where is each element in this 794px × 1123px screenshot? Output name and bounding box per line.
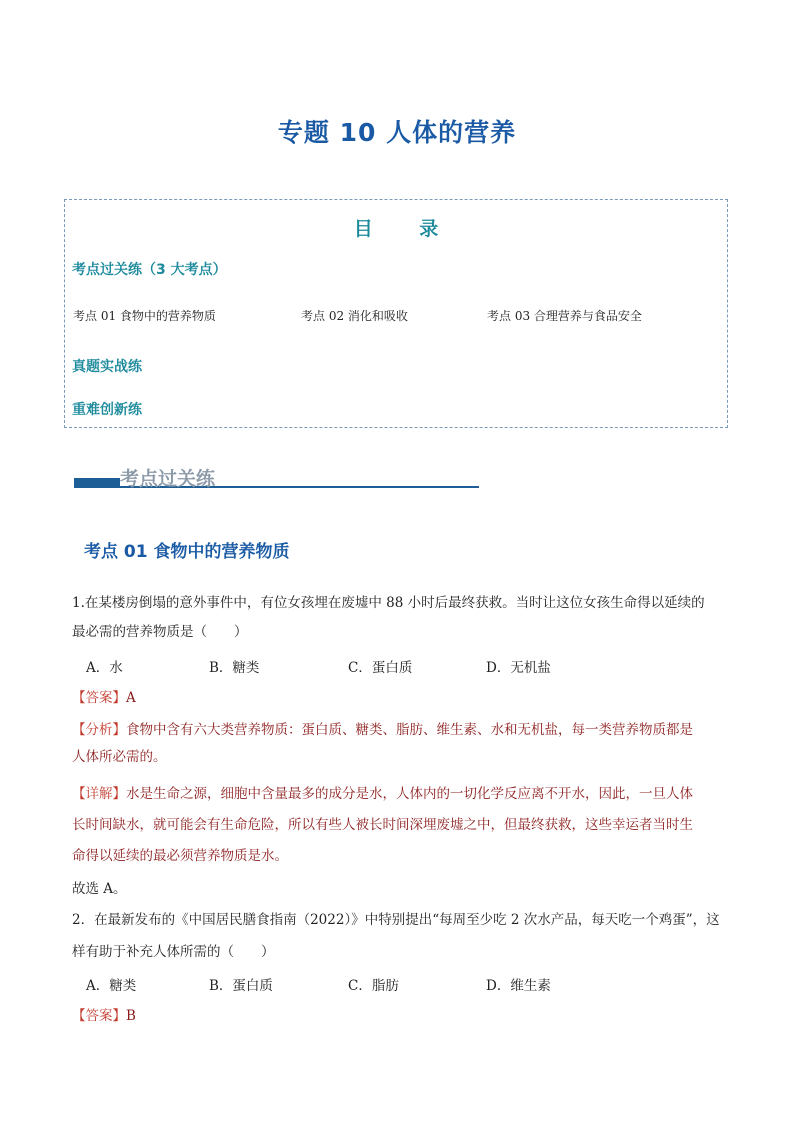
q1-answer — [72, 686, 726, 710]
toc-section-zhenti[interactable]: 真题实战练 — [72, 359, 142, 375]
q1-detail-line1 — [72, 782, 726, 806]
q1-detail-line2: 长时间缺水，就可能会有生命危险，所以有些人被长时间深埋废墟之中，但最终获救，这些幸运者当时生 — [72, 817, 693, 833]
q1-option-b: B．糖类 — [209, 660, 260, 676]
section-banner — [74, 464, 479, 489]
q1-analysis-line2: 人体所必需的。 — [72, 749, 167, 765]
q2-option-a: A．糖类 — [86, 978, 137, 994]
q1-option-d: D．无机盐 — [486, 660, 551, 676]
toc-heading: 目 录 — [353, 218, 459, 240]
q2-answer-value: B — [126, 1008, 136, 1024]
q2-option-c: C．脂肪 — [348, 978, 399, 994]
q1-detail-line3: 命得以延续的最必须营养物质是水。 — [72, 848, 288, 864]
q1-analysis-line1 — [72, 718, 726, 742]
q2-option-b: B．蛋白质 — [209, 978, 273, 994]
q2-option-d: D．维生素 — [486, 978, 551, 994]
q1-stem-line2: 最必需的营养物质是（ ） — [72, 624, 248, 640]
page-title: 专题 10 人体的营养 — [277, 118, 517, 147]
q1-detail-text1: 水是生命之源，细胞中含量最多的成分是水，人体内的一切化学反应离不开水，因此，一旦人体 — [126, 786, 693, 802]
q1-analysis-text1: 食物中含有六大类营养物质：蛋白质、糖类、脂肪、维生素、水和无机盐，每一类营养物质都是 — [126, 722, 693, 738]
banner-bar — [74, 478, 120, 486]
q1-detail-tag: 【详解】 — [72, 786, 126, 802]
q2-answer-tag: 【答案】 — [72, 1008, 126, 1024]
q1-stem-line1: 1.在某楼房倒塌的意外事件中，有位女孩埋在废墟中 88 小时后最终获救。当时让这位女孩生命得以延续的 — [72, 595, 705, 611]
q1-option-a: A．水 — [86, 660, 123, 676]
kaodian-01-title: 考点 01 食物中的营养物质 — [84, 542, 290, 562]
q1-answer-tag: 【答案】 — [72, 690, 126, 706]
q2-stem-line1: 2．在最新发布的《中国居民膳食指南（2022）》中特别提出“每周至少吃 2 次水产品，每天吃一个鸡蛋”，这 — [72, 912, 720, 928]
q1-answer-value: A — [126, 690, 136, 706]
toc-section-chuangxin[interactable]: 重难创新练 — [72, 402, 142, 418]
q2-stem-line2: 样有助于补充人体所需的（ ） — [72, 944, 275, 960]
q1-analysis-tag: 【分析】 — [72, 722, 126, 738]
toc-item-kaodian-03[interactable]: 考点 03 合理营养与食品安全 — [487, 309, 642, 323]
q1-option-c: C．蛋白质 — [348, 660, 413, 676]
table-of-contents — [64, 199, 728, 428]
q1-conclusion: 故选 A。 — [72, 881, 127, 897]
toc-item-kaodian-02[interactable]: 考点 02 消化和吸收 — [301, 309, 408, 323]
q2-answer — [72, 1004, 726, 1028]
toc-item-kaodian-01[interactable]: 考点 01 食物中的营养物质 — [73, 309, 216, 323]
banner-label: 考点过关练 — [120, 468, 216, 490]
toc-section-kaodian[interactable]: 考点过关练（3 大考点） — [72, 262, 227, 278]
